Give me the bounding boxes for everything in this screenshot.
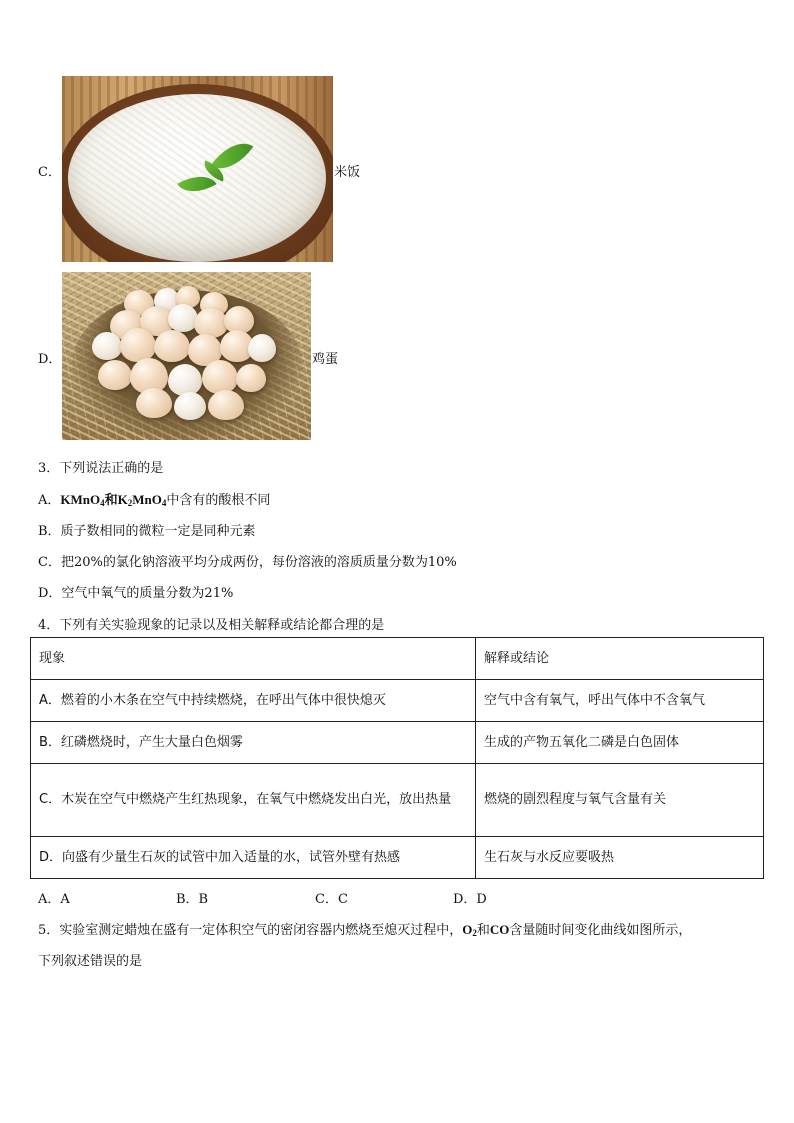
q3-a-and: 和K — [104, 492, 128, 507]
header-phenomenon: 现象 — [31, 638, 476, 680]
table-row — [31, 837, 764, 879]
table-row — [31, 764, 764, 837]
q3-a-letter: A． — [38, 493, 61, 508]
row-c-conclusion: 燃烧的剧烈程度与氧气含量有关 — [476, 764, 764, 837]
q3-a-rest: 中含有的酸根不同 — [166, 493, 271, 508]
q4-choice-b: B．B — [176, 892, 209, 907]
q4-choice-d: D．D — [453, 892, 487, 907]
q5-stem-line2: 下列叙述错误的是 — [38, 954, 143, 969]
option-d-caption: 鸡蛋 — [312, 352, 339, 367]
k2-sub: 2 — [127, 498, 133, 508]
q5-stem-part3: 含量随时间变化曲线如图所示， — [509, 923, 692, 938]
row-d-conclusion: 生石灰与水反应要吸热 — [476, 837, 764, 879]
kmno4-text: KMnO — [60, 492, 101, 507]
o2-sub: 2 — [472, 928, 477, 938]
q4-stem: 4．下列有关实验现象的记录以及相关解释或结论都合理的是 — [38, 618, 385, 633]
eggs-image — [62, 272, 311, 440]
q3-stem: 3．下列说法正确的是 — [38, 461, 164, 476]
q3-option-c: C．把20%的氯化钠溶液平均分成两份，每份溶液的溶质质量分数为10% — [38, 555, 457, 570]
option-c-caption: 米饭 — [334, 165, 361, 180]
header-conclusion: 解释或结论 — [476, 638, 764, 680]
q3-option-b: B．质子数相同的微粒一定是同种元素 — [38, 524, 256, 539]
table-row — [31, 680, 764, 722]
mno4-sub: 4 — [161, 498, 167, 508]
table-header-row — [31, 638, 764, 680]
q5-stem-part2: 和 — [476, 923, 490, 938]
q3-option-d: D．空气中氧气的质量分数为21% — [38, 586, 234, 601]
mno4-text: MnO — [132, 492, 162, 507]
q5-stem — [38, 919, 691, 938]
option-c-letter: C． — [38, 165, 61, 180]
row-a-conclusion: 空气中含有氧气，呼出气体中不含氧气 — [476, 680, 764, 722]
row-b-phenomenon: B．红磷燃烧时，产生大量白色烟雾 — [31, 722, 476, 764]
co-text: CO — [489, 922, 510, 937]
rice-image — [62, 76, 333, 262]
row-b-conclusion: 生成的产物五氧化二磷是白色固体 — [476, 722, 764, 764]
kmno4-sub: 4 — [100, 498, 105, 508]
option-d-letter: D． — [38, 352, 62, 367]
table-row — [31, 722, 764, 764]
q4-choice-c: C．C — [315, 892, 348, 907]
row-d-phenomenon: D．向盛有少量生石灰的试管中加入适量的水，试管外壁有热感 — [31, 837, 476, 879]
o2-text: O — [462, 922, 473, 937]
q4-table — [30, 637, 764, 879]
q4-choice-a: A．A — [38, 892, 70, 907]
q5-stem-part1: 5．实验室测定蜡烛在盛有一定体积空气的密闭容器内燃烧至熄灭过程中， — [38, 923, 463, 938]
q3-option-a — [38, 489, 270, 508]
row-c-phenomenon: C．木炭在空气中燃烧产生红热现象，在氧气中燃烧发出白光，放出热量 — [31, 764, 476, 837]
row-a-phenomenon: A．燃着的小木条在空气中持续燃烧，在呼出气体中很快熄灭 — [31, 680, 476, 722]
